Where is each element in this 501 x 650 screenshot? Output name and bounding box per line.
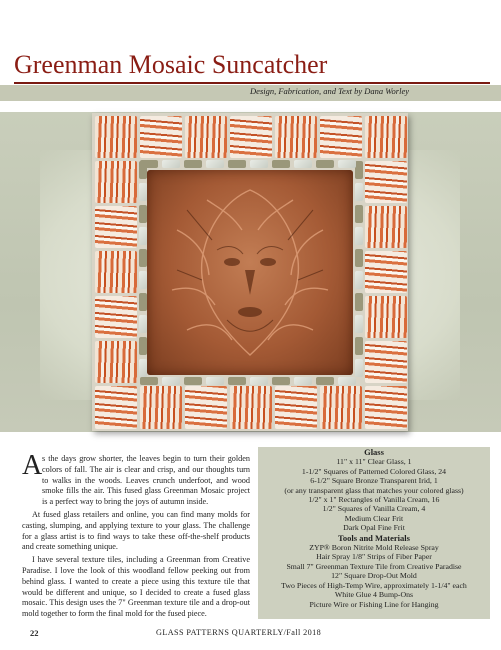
tools-item: 12" Square Drop-Out Mold [331, 571, 417, 581]
mosaic-tile [139, 315, 147, 333]
page-number: 22 [30, 628, 39, 638]
mosaic-tile [338, 160, 356, 168]
glass-item: 11" x 11" Clear Glass, 1 [336, 457, 412, 467]
mosaic-tile [355, 249, 363, 267]
mosaic-tile [230, 116, 272, 158]
title-rule [14, 82, 490, 84]
mosaic-tile [275, 386, 317, 429]
mosaic-tile [206, 377, 224, 385]
mosaic-tile [272, 377, 290, 385]
tools-item: Two Pieces of High-Temp Wire, approximately 1-1/4" each [281, 580, 467, 590]
mosaic-tile [355, 205, 363, 223]
mosaic-tile [139, 249, 147, 267]
mosaic-tile [355, 315, 363, 333]
mosaic-tile [139, 183, 147, 201]
mosaic-tile [139, 227, 147, 245]
mosaic-tile [355, 359, 363, 377]
mosaic-tile [355, 183, 363, 201]
mosaic-tile [95, 161, 137, 203]
glass-item: Dark Opal Fine Frit [343, 523, 405, 533]
mosaic-tile [365, 116, 407, 158]
mosaic-tile [365, 206, 407, 248]
mosaic-tile [272, 160, 290, 168]
mosaic-tile [365, 251, 407, 293]
mosaic-tile [355, 161, 363, 179]
mosaic-tile [140, 377, 158, 385]
mosaic-tile [355, 293, 363, 311]
mosaic-tile [365, 341, 407, 383]
mosaic-tile [294, 160, 312, 168]
greenman-center-tile [147, 170, 353, 375]
mosaic-tile [95, 206, 137, 248]
mosaic-tile [139, 337, 147, 355]
mosaic-tile [184, 377, 202, 385]
mosaic-tile [206, 160, 224, 168]
tools-item: ZYP® Boron Nitrite Mold Release Spray [309, 543, 439, 553]
mosaic-tile [95, 386, 137, 429]
article-body [22, 450, 250, 622]
mosaic-tile [355, 227, 363, 245]
mosaic-tile [294, 377, 312, 385]
mosaic-tile [316, 160, 334, 168]
mosaic-tile [140, 116, 182, 158]
mosaic-tile [316, 377, 334, 385]
mosaic-tile [95, 341, 137, 383]
tools-item: Hair Spray 1/8" Strips of Fiber Paper [316, 552, 432, 562]
mosaic-tile [250, 160, 268, 168]
mosaic-tile [275, 116, 317, 158]
glass-item: 1/2" x 1" Rectangles of Vanilla Cream, 16 [308, 495, 440, 505]
mosaic-tile [95, 251, 137, 293]
drop-cap: A [22, 450, 43, 481]
mosaic-tile [228, 377, 246, 385]
mosaic-tile [139, 161, 147, 179]
mosaic-tile [162, 160, 180, 168]
mosaic-tile [365, 386, 407, 429]
mosaic-tile [185, 116, 227, 158]
mosaic-tile [162, 377, 180, 385]
mosaic-tile [365, 296, 407, 338]
mosaic-tile [355, 337, 363, 355]
mosaic-tile [95, 116, 137, 158]
glass-item: (or any transparent glass that matches your colored glass) [284, 485, 464, 495]
mosaic-tile [365, 161, 407, 203]
mosaic-tile [250, 377, 268, 385]
tools-heading: Tools and Materials [338, 532, 410, 543]
article-paragraph: I have several texture tiles, including a Greenman from Creative Paradise. I love the look of this woodland fellow peeking out from behind glass. I wanted to create a piece using this texture tile that would be different and unique, so I decided to create a fused glass mosaic. This design uses the 7" Greenman texture tile and a drop-out mold together to form the final mold for the fused piece. [22, 555, 250, 619]
article-byline: Design, Fabrication, and Text by Dana Worley [250, 86, 409, 96]
mosaic-tile [140, 386, 182, 429]
mosaic-tile [139, 359, 147, 377]
article-paragraph: s the days grow shorter, the leaves begin to turn their golden colors of fall. The air is clear and crisp, and our thoughts turn to walks in the woods. Leaves crunch underfoot, and wood smoke fills the air. This fused glass Greenman Mosaic project is a perfect way to bring the joys of autumn inside. [42, 454, 250, 507]
mosaic-photo [92, 113, 408, 431]
glass-item: 1/2" Squares of Vanilla Cream, 4 [322, 504, 426, 514]
mosaic-tile [355, 271, 363, 289]
article-title: Greenman Mosaic Suncatcher [14, 50, 328, 79]
mosaic-tile [228, 160, 246, 168]
tools-item: White Glue 4 Bump-Ons [334, 590, 414, 600]
mosaic-tile [320, 386, 362, 429]
mosaic-tile [230, 386, 272, 429]
tools-item: Small 7" Greenman Texture Tile from Creative Paradise [286, 561, 462, 571]
mosaic-tile [184, 160, 202, 168]
mosaic-tile [185, 386, 227, 429]
publication-footer: GLASS PATTERNS QUARTERLY/Fall 2018 [156, 628, 322, 637]
greenman-face-image [147, 170, 353, 375]
mosaic-tile [139, 205, 147, 223]
article-paragraph: At fused glass retailers and online, you can find many molds for casting, slumping, and applying texture to your glass. The challenge for a glass artist is to find ways to take these off-the-shelf products and create something unique. [22, 509, 250, 552]
mosaic-tile [95, 296, 137, 338]
mosaic-tile [139, 293, 147, 311]
glass-item: Medium Clear Frit [344, 513, 404, 523]
materials-sidebar [258, 447, 490, 619]
glass-item: 1-1/2" Squares of Patterned Colored Glass, 24 [301, 466, 447, 476]
mosaic-tile [320, 116, 362, 158]
mosaic-tile [139, 271, 147, 289]
glass-heading: Glass [364, 447, 384, 457]
glass-item: 6-1/2" Square Bronze Transparent Irid, 1 [310, 476, 438, 486]
mosaic-tile [338, 377, 356, 385]
tools-item: Picture Wire or Fishing Line for Hanging [309, 599, 439, 609]
